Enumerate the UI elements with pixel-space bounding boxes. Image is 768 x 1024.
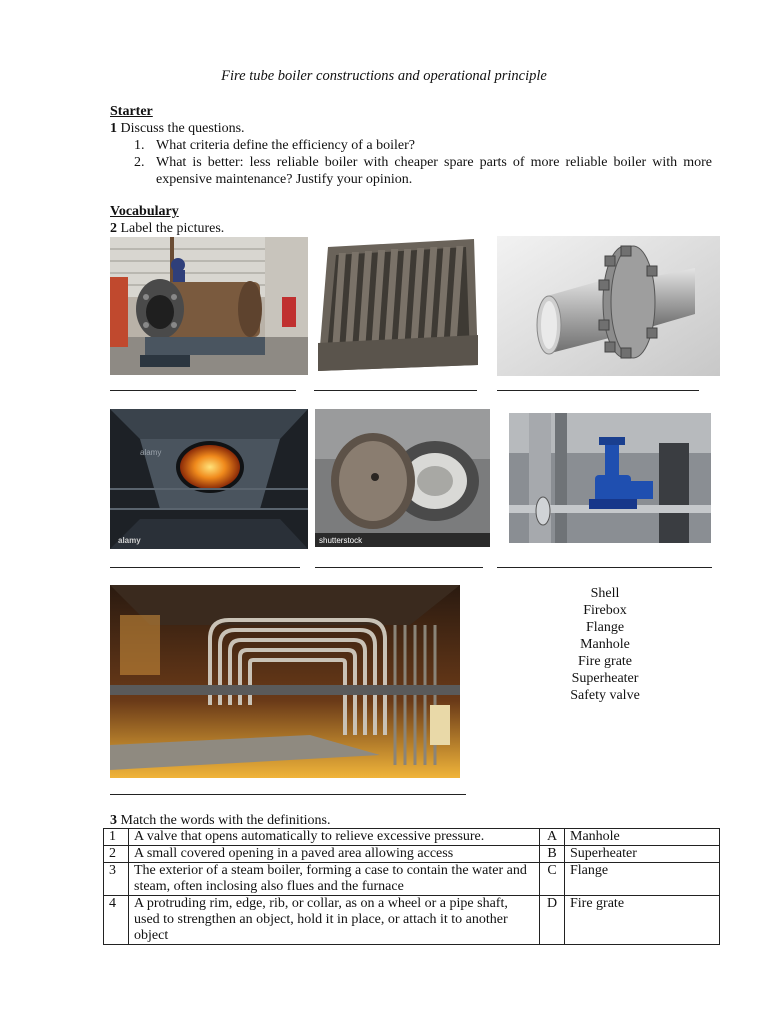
answer-line[interactable] <box>314 390 477 391</box>
option-word: Superheater <box>565 846 720 863</box>
definition-cell: A protruding rim, edge, rib, or collar, as on a wheel or a pipe shaft, used to strengthen an object, hold it in place, or attach it to another object <box>129 896 540 945</box>
firebox-photo <box>110 409 308 549</box>
starter-heading: Starter <box>110 104 153 119</box>
option-word: Manhole <box>565 829 720 846</box>
page-title: Fire tube boiler constructions and operational principle <box>221 68 547 84</box>
boiler-shell-photo <box>110 237 308 375</box>
task-number: 1 <box>110 121 117 136</box>
word-bank-item: Flange <box>585 620 625 635</box>
task-number: 2 <box>110 221 117 236</box>
flange-icon <box>497 236 720 376</box>
answer-line[interactable] <box>497 390 699 391</box>
row-number: 4 <box>104 896 129 945</box>
vocabulary-heading: Vocabulary <box>110 204 179 219</box>
safety-valve-photo <box>509 413 711 543</box>
word-bank-item: Shell <box>590 586 620 601</box>
table-row <box>104 829 720 846</box>
row-number: 3 <box>104 863 129 896</box>
word-bank <box>540 585 670 704</box>
definition-cell: A valve that opens automatically to relieve excessive pressure. <box>129 829 540 846</box>
task-text: Discuss the questions. <box>120 121 245 136</box>
table-row <box>104 863 720 896</box>
flange-render <box>497 236 720 376</box>
fire-grate-photo <box>314 237 482 377</box>
discussion-questions <box>110 137 712 188</box>
word-bank-item: Safety valve <box>570 688 640 703</box>
answer-line[interactable] <box>110 567 300 568</box>
word-bank-item: Firebox <box>583 603 627 618</box>
fire-grate-icon <box>314 237 482 377</box>
option-letter: B <box>540 846 565 863</box>
question-text: What is better: less reliable boiler with cheaper spare parts of more reliable boiler with more expensive maintenance? Justify your opinion. <box>156 155 712 187</box>
superheater-photo <box>110 585 460 778</box>
task-text: Label the pictures. <box>120 221 225 236</box>
task-2-instruction <box>110 220 224 237</box>
word-bank-item: Fire grate <box>577 654 633 669</box>
option-word: Flange <box>565 863 720 896</box>
question-number: 2. <box>134 155 145 170</box>
answer-line[interactable] <box>497 567 712 568</box>
manhole-photo <box>315 409 490 547</box>
task-text: Match the words with the definitions. <box>120 813 331 828</box>
boiler-shell-icon <box>110 237 308 375</box>
definition-cell: The exterior of a steam boiler, forming a case to contain the water and steam, often inclosing also flues and the furnace <box>129 863 540 896</box>
watermark-text: alamy <box>118 536 141 545</box>
question-text: What criteria define the efficiency of a boiler? <box>156 138 415 153</box>
task-3-instruction <box>110 812 330 829</box>
manhole-icon <box>315 409 490 547</box>
answer-line[interactable] <box>110 390 296 391</box>
definition-cell: A small covered opening in a paved area allowing access <box>129 846 540 863</box>
table-row <box>104 846 720 863</box>
table-row <box>104 896 720 945</box>
row-number: 1 <box>104 829 129 846</box>
task-1-instruction <box>110 120 245 137</box>
word-bank-item: Superheater <box>571 671 639 686</box>
answer-line[interactable] <box>315 567 483 568</box>
watermark-text: alamy <box>140 448 162 457</box>
option-letter: A <box>540 829 565 846</box>
watermark-text: shutterstock <box>319 536 363 545</box>
option-word: Fire grate <box>565 896 720 945</box>
superheater-icon <box>110 585 460 778</box>
safety-valve-icon <box>509 413 711 543</box>
matching-table <box>103 828 720 945</box>
task-number: 3 <box>110 813 117 828</box>
word-bank-item: Manhole <box>580 637 630 652</box>
question-number: 1. <box>134 138 145 153</box>
question-item <box>110 154 712 188</box>
question-item <box>110 137 712 154</box>
option-letter: C <box>540 863 565 896</box>
row-number: 2 <box>104 846 129 863</box>
option-letter: D <box>540 896 565 945</box>
answer-line[interactable] <box>110 794 466 795</box>
firebox-icon <box>110 409 308 549</box>
